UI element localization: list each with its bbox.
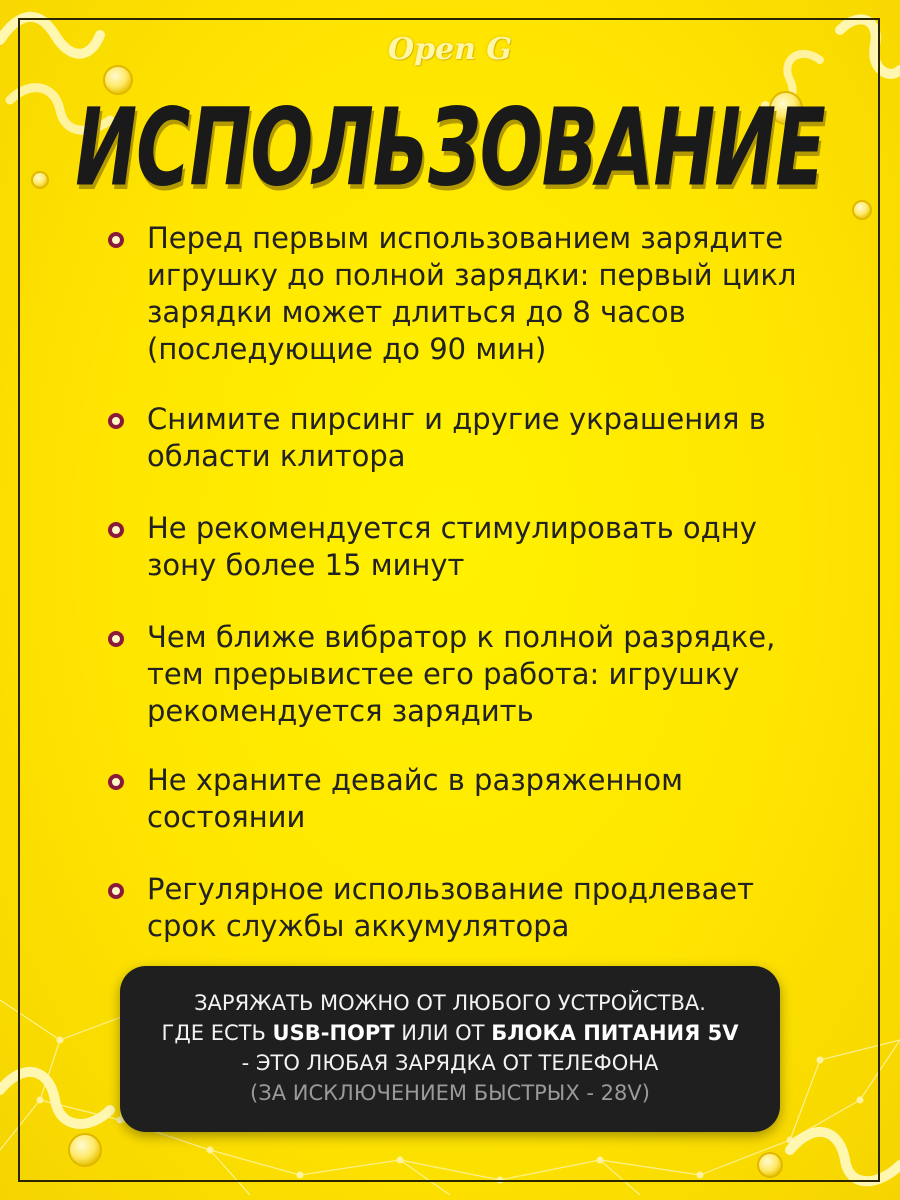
power-unit-highlight: БЛОКА ПИТАНИЯ 5V	[491, 1021, 739, 1045]
list-item-text: Регулярное использование продлевает срок службы аккумулятора	[147, 872, 755, 943]
page-title: ИСПОЛЬЗОВАНИЕ	[75, 86, 825, 211]
bullet-icon	[108, 774, 124, 790]
note-text: ИЛИ ОТ	[394, 1021, 492, 1045]
list-item-text: Не рекомендуется стимулировать одну зону более 15 минут	[147, 511, 757, 582]
list-item-text: Перед первым использованием зарядите игрушку до полной зарядки: первый цикл зарядки может длиться до 8 часов (последующие до 90 мин)	[147, 221, 797, 366]
note-text: ГДЕ ЕСТЬ	[161, 1021, 273, 1045]
usb-port-highlight: USB-ПОРТ	[272, 1021, 395, 1045]
bullet-icon	[108, 522, 124, 538]
list-item-text: Снимите пирсинг и другие украшения в области клитора	[147, 402, 766, 473]
list-item-text: Не храните девайс в разряженном состоянии	[147, 763, 684, 834]
note-line: ЗАРЯЖАТЬ МОЖНО ОТ ЛЮБОГО УСТРОЙСТВА.	[194, 991, 706, 1015]
note-line: - ЭТО ЛЮБАЯ ЗАРЯДКА ОТ ТЕЛЕФОНА	[241, 1051, 659, 1075]
note-line: (ЗА ИСКЛЮЧЕНИЕМ БЫСТРЫХ - 28V)	[250, 1081, 650, 1105]
bullet-icon	[108, 883, 124, 899]
charging-note	[120, 966, 780, 1132]
bullet-icon	[108, 413, 124, 429]
bullet-icon	[108, 631, 124, 647]
bullet-icon	[108, 232, 124, 248]
note-line	[120, 1018, 780, 1048]
brand-logo: Open G	[387, 32, 513, 67]
list-item-text: Чем ближе вибратор к полной разрядке, тем прерывистее его работа: игрушку рекомендуется зарядить	[147, 620, 776, 728]
